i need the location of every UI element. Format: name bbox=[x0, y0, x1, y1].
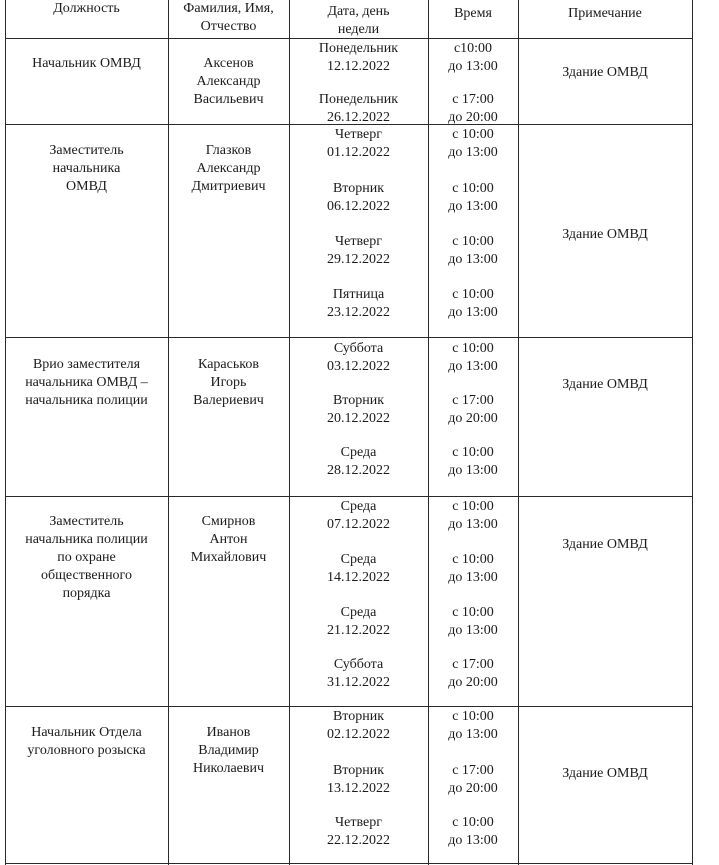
slot-from: с 10:00 bbox=[452, 709, 494, 724]
row-1-slot-3-time bbox=[428, 286, 518, 322]
position-line: начальника полиции bbox=[25, 393, 148, 408]
slot-day: Среда bbox=[340, 605, 377, 620]
slot-day: Суббота bbox=[333, 657, 384, 672]
row-2-note: Здание ОМВД bbox=[562, 377, 648, 392]
slot-day: Вторник bbox=[332, 393, 385, 408]
slot-date: 14.12.2022 bbox=[327, 570, 390, 585]
row-2-name bbox=[168, 356, 289, 410]
header-position: Должность bbox=[53, 1, 120, 16]
row-0-slot-1-date bbox=[289, 91, 428, 127]
slot-from: с 10:00 bbox=[452, 181, 494, 196]
row-3-slot-2-date bbox=[289, 604, 428, 640]
slot-from: с 10:00 bbox=[452, 815, 494, 830]
name-line: Антон bbox=[209, 532, 248, 547]
slot-to: до 13:00 bbox=[448, 517, 498, 532]
row-0-name bbox=[168, 55, 289, 109]
row-2-slot-1-time bbox=[428, 392, 518, 428]
slot-date: 06.12.2022 bbox=[327, 199, 390, 214]
position-line: начальника ОМВД – bbox=[25, 375, 148, 390]
header-date bbox=[289, 3, 428, 39]
slot-to: до 13:00 bbox=[448, 623, 498, 638]
slot-date: 20.12.2022 bbox=[327, 411, 390, 426]
row-2-slot-0-time bbox=[428, 340, 518, 376]
header-date-line1: Дата, день bbox=[327, 4, 390, 19]
row-4-slot-0-date bbox=[289, 708, 428, 744]
slot-day: Вторник bbox=[332, 709, 385, 724]
row-4-slot-1-time bbox=[428, 762, 518, 798]
slot-from: с 17:00 bbox=[452, 763, 494, 778]
row-0-slot-0-time bbox=[428, 40, 518, 76]
row-3-slot-0-date bbox=[289, 498, 428, 534]
header-name-line1: Фамилия, Имя, bbox=[183, 1, 274, 16]
row-3-slot-1-date bbox=[289, 551, 428, 587]
row-1-slot-2-time bbox=[428, 233, 518, 269]
name-line: Александр bbox=[196, 161, 261, 176]
slot-day: Пятница bbox=[332, 287, 385, 302]
row-2-slot-2-date bbox=[289, 444, 428, 480]
slot-to: до 20:00 bbox=[448, 110, 498, 125]
slot-from: с 17:00 bbox=[452, 92, 494, 107]
slot-from: с 10:00 bbox=[452, 341, 494, 356]
slot-to: до 13:00 bbox=[448, 59, 498, 74]
slot-from: с 17:00 bbox=[452, 393, 494, 408]
slot-from: с 10:00 bbox=[452, 552, 494, 567]
slot-day: Среда bbox=[340, 499, 377, 514]
name-line: Николаевич bbox=[192, 761, 265, 776]
slot-from: с 10:00 bbox=[452, 287, 494, 302]
position-line: Врио заместителя bbox=[32, 357, 141, 372]
slot-day: Среда bbox=[340, 552, 377, 567]
slot-to: до 13:00 bbox=[448, 145, 498, 160]
slot-day: Четверг bbox=[335, 234, 382, 249]
slot-from: с 10:00 bbox=[452, 127, 494, 142]
row-0-slot-1-time bbox=[428, 91, 518, 127]
header-name-line2: Отчество bbox=[200, 19, 257, 34]
slot-date: 01.12.2022 bbox=[327, 145, 390, 160]
slot-to: до 20:00 bbox=[448, 675, 498, 690]
row-0-position bbox=[5, 55, 168, 73]
slot-to: до 13:00 bbox=[448, 833, 498, 848]
position-line: по охране bbox=[57, 550, 116, 565]
slot-date: 23.12.2022 bbox=[327, 305, 390, 320]
row-2-slot-0-date bbox=[289, 340, 428, 376]
row-0-slot-0-date bbox=[289, 40, 428, 76]
row-2-slot-1-date bbox=[289, 392, 428, 428]
slot-from: с 17:00 bbox=[452, 657, 494, 672]
row-4-slot-2-date bbox=[289, 814, 428, 850]
slot-from: с 10:00 bbox=[452, 445, 494, 460]
name-line: Глазков bbox=[205, 143, 252, 158]
slot-date: 03.12.2022 bbox=[327, 359, 390, 374]
slot-date: 22.12.2022 bbox=[327, 833, 390, 848]
position-line: ОМВД bbox=[66, 179, 107, 194]
position-line: Заместитель bbox=[49, 514, 124, 529]
position-line: уголовного розыска bbox=[27, 743, 146, 758]
slot-date: 13.12.2022 bbox=[327, 781, 390, 796]
name-line: Дмитриевич bbox=[191, 179, 266, 194]
slot-from: с 10:00 bbox=[452, 499, 494, 514]
row-divider bbox=[5, 706, 693, 707]
slot-from: с10:00 bbox=[453, 41, 493, 56]
row-1-slot-0-time bbox=[428, 126, 518, 162]
row-1-slot-2-date bbox=[289, 233, 428, 269]
slot-date: 07.12.2022 bbox=[327, 517, 390, 532]
name-line: Валериевич bbox=[193, 393, 264, 408]
slot-day: Четверг bbox=[335, 127, 382, 142]
row-3-note: Здание ОМВД bbox=[562, 537, 648, 552]
row-3-slot-0-time bbox=[428, 498, 518, 534]
row-1-slot-1-date bbox=[289, 180, 428, 216]
name-line: Владимир bbox=[198, 743, 259, 758]
row-2-position bbox=[5, 356, 168, 410]
row-1-slot-3-date bbox=[289, 286, 428, 322]
slot-date: 21.12.2022 bbox=[327, 623, 390, 638]
slot-to: до 13:00 bbox=[448, 463, 498, 478]
position-line: общественного bbox=[41, 568, 132, 583]
row-1-position bbox=[5, 142, 168, 196]
row-1-slot-0-date bbox=[289, 126, 428, 162]
row-4-name bbox=[168, 724, 289, 778]
position-line: начальника полиции bbox=[25, 532, 148, 547]
slot-day: Понедельник bbox=[318, 41, 399, 56]
header-time: Время bbox=[454, 6, 492, 21]
header-name bbox=[168, 0, 289, 36]
slot-day: Вторник bbox=[332, 181, 385, 196]
row-divider bbox=[5, 496, 693, 497]
row-4-slot-1-date bbox=[289, 762, 428, 798]
row-3-position bbox=[5, 513, 168, 603]
slot-to: до 13:00 bbox=[448, 727, 498, 742]
slot-day: Четверг bbox=[335, 815, 382, 830]
name-line: Александр bbox=[196, 74, 261, 89]
row-3-slot-3-date bbox=[289, 656, 428, 692]
table-border-bottom bbox=[5, 863, 693, 864]
position-line: Заместитель bbox=[49, 143, 124, 158]
position-line: начальника bbox=[52, 161, 121, 176]
name-line: Иванов bbox=[206, 725, 251, 740]
row-4-slot-2-time bbox=[428, 814, 518, 850]
name-line: Игорь bbox=[210, 375, 247, 390]
slot-date: 31.12.2022 bbox=[327, 675, 390, 690]
column-divider bbox=[518, 0, 519, 865]
position-line: Начальник Отдела bbox=[31, 725, 142, 740]
row-3-slot-2-time bbox=[428, 604, 518, 640]
slot-day: Суббота bbox=[333, 341, 384, 356]
name-line: Михайлович bbox=[190, 550, 267, 565]
slot-to: до 20:00 bbox=[448, 411, 498, 426]
slot-to: до 13:00 bbox=[448, 305, 498, 320]
row-3-slot-3-time bbox=[428, 656, 518, 692]
row-4-position bbox=[5, 724, 168, 760]
name-line: Караськов bbox=[198, 357, 259, 372]
row-0-note: Здание ОМВД bbox=[562, 65, 648, 80]
slot-day: Среда bbox=[340, 445, 377, 460]
slot-date: 02.12.2022 bbox=[327, 727, 390, 742]
position-line: Начальник ОМВД bbox=[32, 56, 141, 71]
row-1-slot-1-time bbox=[428, 180, 518, 216]
slot-date: 12.12.2022 bbox=[327, 59, 390, 74]
slot-to: до 20:00 bbox=[448, 781, 498, 796]
slot-day: Понедельник bbox=[318, 92, 399, 107]
slot-date: 29.12.2022 bbox=[327, 252, 390, 267]
position-line: порядка bbox=[62, 586, 111, 601]
row-1-note: Здание ОМВД bbox=[562, 227, 648, 242]
header-date-line2: недели bbox=[337, 22, 380, 37]
slot-to: до 13:00 bbox=[448, 252, 498, 267]
row-4-note: Здание ОМВД bbox=[562, 766, 648, 781]
slot-date: 26.12.2022 bbox=[327, 110, 390, 125]
name-line: Смирнов bbox=[201, 514, 256, 529]
slot-from: с 10:00 bbox=[452, 234, 494, 249]
row-divider bbox=[5, 337, 693, 338]
row-1-name bbox=[168, 142, 289, 196]
table-border-right bbox=[692, 0, 693, 865]
row-2-slot-2-time bbox=[428, 444, 518, 480]
header-note: Примечание bbox=[568, 6, 642, 21]
slot-to: до 13:00 bbox=[448, 359, 498, 374]
slot-day: Вторник bbox=[332, 763, 385, 778]
slot-to: до 13:00 bbox=[448, 570, 498, 585]
name-line: Васильевич bbox=[193, 92, 264, 107]
name-line: Аксенов bbox=[203, 56, 254, 71]
row-3-slot-1-time bbox=[428, 551, 518, 587]
slot-from: с 10:00 bbox=[452, 605, 494, 620]
row-4-slot-0-time bbox=[428, 708, 518, 744]
slot-date: 28.12.2022 bbox=[327, 463, 390, 478]
row-3-name bbox=[168, 513, 289, 567]
slot-to: до 13:00 bbox=[448, 199, 498, 214]
